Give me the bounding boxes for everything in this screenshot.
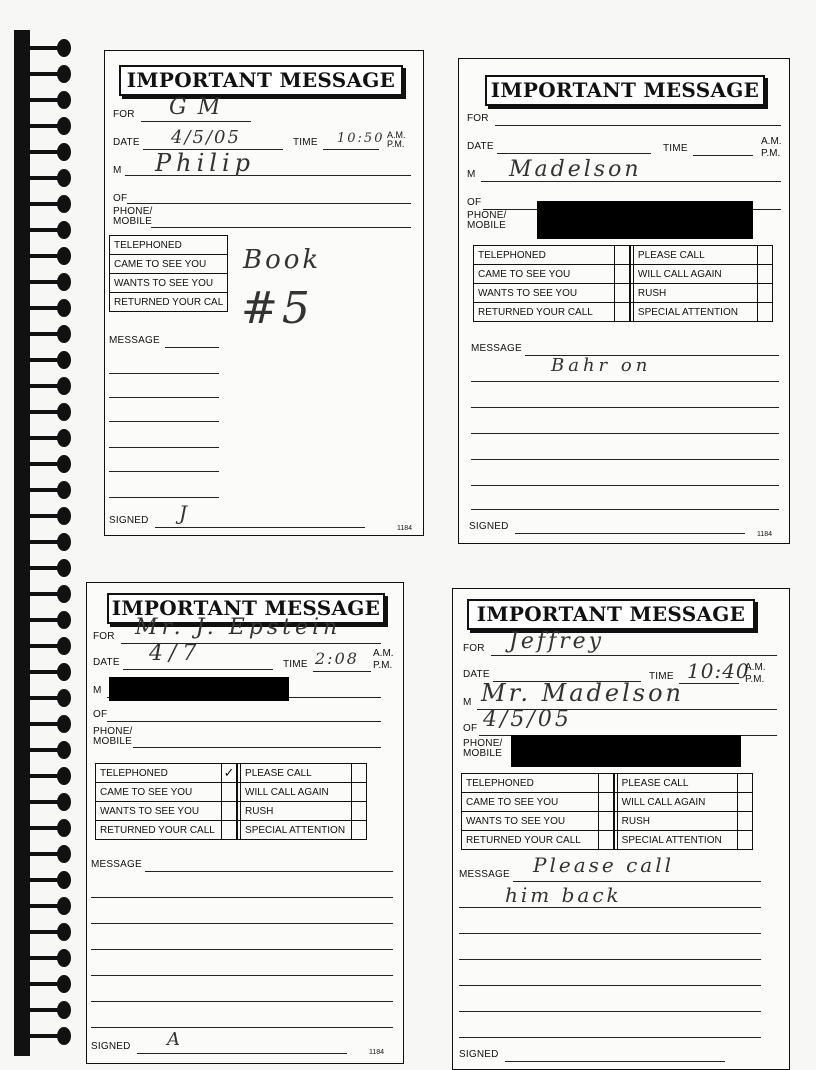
message-line-2 <box>459 933 761 934</box>
spiral-hole <box>57 273 71 291</box>
of-line <box>127 203 411 204</box>
message-label: MESSAGE <box>459 869 510 880</box>
am-label: A.M. <box>761 136 782 147</box>
spiral-ring <box>22 514 62 518</box>
telephoned-box <box>614 246 630 265</box>
special-attention-label: SPECIAL ATTENTION <box>633 303 757 322</box>
spiral-ring <box>22 592 62 596</box>
spiral-ring <box>22 332 62 336</box>
returned-call-label: RETURNED YOUR CALL <box>462 831 599 850</box>
spiral-hole <box>57 975 71 993</box>
phone-label: PHONE/ <box>463 738 503 749</box>
returned-call-label: RETURNED YOUR CALL <box>474 303 615 322</box>
signed-label: SIGNED <box>459 1049 499 1060</box>
message-line-1 <box>109 373 219 374</box>
wants-to-see-label: WANTS TO SEE YOU <box>110 274 228 293</box>
message-value-1: Please call <box>533 853 674 877</box>
signed-label: SIGNED <box>469 521 509 532</box>
returned-call-label: RETURNED YOUR CALL <box>96 821 222 840</box>
date-line <box>497 153 651 154</box>
spiral-ring <box>22 358 62 362</box>
am-label: A.M. <box>387 130 406 140</box>
telephoned-box: ✓ <box>222 764 238 783</box>
wants-to-see-box <box>614 284 630 303</box>
spiral-hole <box>57 117 71 135</box>
message-line-1 <box>91 897 393 898</box>
checkbox-table <box>461 773 753 850</box>
form-code: 1184 <box>757 531 773 538</box>
spiral-ring <box>22 436 62 440</box>
pm-label: P.M. <box>373 660 393 671</box>
spiral-ring <box>22 826 62 830</box>
annotation-number: #5 <box>241 283 314 334</box>
message-slip-3 <box>86 582 404 1064</box>
message-line-1 <box>471 381 779 382</box>
for-line <box>495 125 781 126</box>
spiral-ring <box>22 254 62 258</box>
of-label: OF <box>463 723 478 734</box>
message-line-0 <box>513 881 761 882</box>
of-label: OF <box>93 709 108 720</box>
slip-title: IMPORTANT MESSAGE <box>107 593 385 624</box>
will-call-again-label: WILL CALL AGAIN <box>241 783 352 802</box>
spiral-ring <box>22 722 62 726</box>
date-label: DATE <box>113 137 140 148</box>
wants-to-see-label: WANTS TO SEE YOU <box>462 812 599 831</box>
spiral-ring <box>22 930 62 934</box>
of-label: OF <box>467 197 482 208</box>
spiral-hole <box>57 1027 71 1045</box>
signed-label: SIGNED <box>91 1041 131 1052</box>
message-line-3 <box>109 421 219 422</box>
spiral-ring <box>22 384 62 388</box>
redaction-box <box>537 201 753 239</box>
m-label: M <box>463 697 472 708</box>
annotation-book: Book <box>243 245 322 275</box>
message-line-3 <box>91 949 393 950</box>
spiral-hole <box>57 403 71 421</box>
spiral-ring <box>22 410 62 414</box>
spiral-hole <box>57 741 71 759</box>
redaction-box <box>109 677 289 701</box>
spiral-hole <box>57 845 71 863</box>
spiral-ring <box>22 982 62 986</box>
wants-to-see-box <box>598 812 614 831</box>
spiral-hole <box>57 689 71 707</box>
rush-label: RUSH <box>241 802 352 821</box>
time-label: TIME <box>293 137 318 148</box>
date-value: 4/7 <box>149 641 203 666</box>
message-line-3 <box>459 959 761 960</box>
spiral-ring <box>22 462 62 466</box>
special-attention-box <box>758 303 773 322</box>
came-to-see-label: CAME TO SEE YOU <box>474 265 615 284</box>
returned-call-label: RETURNED YOUR CAL <box>110 293 228 312</box>
returned-call-box <box>614 303 630 322</box>
spiral-hole <box>57 585 71 603</box>
please-call-label: PLEASE CALL <box>617 774 737 793</box>
message-line-6 <box>91 1027 393 1028</box>
spiral-ring <box>22 696 62 700</box>
pm-label: P.M. <box>745 674 765 685</box>
spiral-hole <box>57 1001 71 1019</box>
m-label: M <box>467 169 476 180</box>
spiral-hole <box>57 195 71 213</box>
mobile-label: MOBILE <box>113 216 152 227</box>
returned-call-box <box>598 831 614 850</box>
message-line-4 <box>91 975 393 976</box>
will-call-again-box <box>352 783 367 802</box>
spiral-hole <box>57 767 71 785</box>
date-value: 4/5/05 <box>171 127 241 148</box>
wants-to-see-box <box>222 802 238 821</box>
phone-label: PHONE/ <box>113 206 153 217</box>
please-call-box <box>758 246 773 265</box>
for-line <box>491 655 777 656</box>
rush-label: RUSH <box>617 812 737 831</box>
message-line-5 <box>91 1001 393 1002</box>
pm-label: P.M. <box>761 148 781 159</box>
spiral-binding <box>0 0 80 1056</box>
message-line-5 <box>459 1011 761 1012</box>
signed-line <box>155 527 365 528</box>
telephoned-label: TELEPHONED <box>474 246 615 265</box>
m-value: Mr. Madelson <box>481 679 685 707</box>
telephoned-label: TELEPHONED <box>462 774 599 793</box>
time-label: TIME <box>663 143 688 154</box>
came-to-see-label: CAME TO SEE YOU <box>462 793 599 812</box>
rush-box <box>738 812 753 831</box>
for-label: FOR <box>93 631 115 642</box>
for-value: Jeffrey <box>509 629 605 654</box>
message-line-1 <box>459 907 761 908</box>
spiral-ring <box>22 46 62 50</box>
for-label: FOR <box>467 113 489 124</box>
redaction-box <box>511 735 741 767</box>
spiral-hole <box>57 429 71 447</box>
message-line-2 <box>91 923 393 924</box>
special-attention-label: SPECIAL ATTENTION <box>617 831 737 850</box>
time-line <box>313 671 371 672</box>
message-line-5 <box>471 485 779 486</box>
signed-line <box>515 533 745 534</box>
for-value: G M <box>169 95 223 120</box>
time-line <box>679 683 739 684</box>
came-to-see-box <box>222 783 238 802</box>
spiral-ring <box>22 306 62 310</box>
telephoned-box <box>598 774 614 793</box>
slip-title: IMPORTANT MESSAGE <box>467 599 755 630</box>
spiral-ring <box>22 488 62 492</box>
came-to-see-label: CAME TO SEE YOU <box>110 255 228 274</box>
message-label: MESSAGE <box>91 859 142 870</box>
rush-box <box>352 802 367 821</box>
message-line-6 <box>459 1037 761 1038</box>
message-line-4 <box>109 447 219 448</box>
message-line-3 <box>471 433 779 434</box>
spiral-hole <box>57 377 71 395</box>
spiral-hole <box>57 39 71 57</box>
message-line-6 <box>471 509 779 510</box>
of-value: 4/5/05 <box>483 707 572 732</box>
spiral-hole <box>57 663 71 681</box>
date-label: DATE <box>467 141 494 152</box>
came-to-see-label: CAME TO SEE YOU <box>96 783 222 802</box>
spiral-hole <box>57 299 71 317</box>
m-value: Philip <box>155 149 255 177</box>
mobile-label: MOBILE <box>467 220 506 231</box>
spiral-ring <box>22 176 62 180</box>
telephoned-label: TELEPHONED <box>110 236 228 255</box>
spiral-ring <box>22 98 62 102</box>
time-line <box>693 155 753 156</box>
of-label: OF <box>113 193 128 204</box>
special-attention-box <box>352 821 367 840</box>
date-line <box>123 669 273 670</box>
spiral-hole <box>57 325 71 343</box>
for-label: FOR <box>463 643 485 654</box>
slip-title: IMPORTANT MESSAGE <box>119 65 403 96</box>
message-line-4 <box>459 985 761 986</box>
time-value: 10:50 <box>337 131 385 146</box>
spiral-ring <box>22 852 62 856</box>
came-to-see-box <box>614 265 630 284</box>
time-value: 10:40 <box>687 659 750 683</box>
signed-value: J <box>179 501 190 525</box>
spiral-ring <box>22 202 62 206</box>
came-to-see-box <box>598 793 614 812</box>
spiral-hole <box>57 819 71 837</box>
spiral-ring <box>22 280 62 284</box>
please-call-label: PLEASE CALL <box>241 764 352 783</box>
message-line-2 <box>109 397 219 398</box>
special-attention-box <box>738 831 753 850</box>
spiral-hole <box>57 897 71 915</box>
mobile-label: MOBILE <box>93 736 132 747</box>
message-slip-2 <box>458 58 790 544</box>
spiral-hole <box>57 65 71 83</box>
rush-box <box>758 284 773 303</box>
please-call-label: PLEASE CALL <box>633 246 757 265</box>
mobile-label: MOBILE <box>463 748 502 759</box>
spiral-ring <box>22 774 62 778</box>
spiral-hole <box>57 455 71 473</box>
m-label: M <box>113 165 122 176</box>
wants-to-see-label: WANTS TO SEE YOU <box>96 802 222 821</box>
spiral-hole <box>57 481 71 499</box>
message-line-0 <box>165 347 219 348</box>
message-line-0 <box>145 871 393 872</box>
signed-value: A <box>167 1029 182 1050</box>
will-call-again-box <box>738 793 753 812</box>
spiral-ring <box>22 1008 62 1012</box>
spiral-ring <box>22 644 62 648</box>
time-line <box>323 149 379 150</box>
rush-label: RUSH <box>633 284 757 303</box>
telephoned-label: TELEPHONED <box>96 764 222 783</box>
spiral-hole <box>57 91 71 109</box>
am-label: A.M. <box>745 662 766 673</box>
spiral-ring <box>22 748 62 752</box>
time-value: 2:08 <box>315 649 359 668</box>
message-label: MESSAGE <box>109 335 160 346</box>
time-label: TIME <box>283 659 308 670</box>
spiral-hole <box>57 559 71 577</box>
spiral-ring <box>22 800 62 804</box>
spiral-hole <box>57 637 71 655</box>
spiral-ring <box>22 72 62 76</box>
spiral-hole <box>57 507 71 525</box>
will-call-again-label: WILL CALL AGAIN <box>617 793 737 812</box>
date-label: DATE <box>463 669 490 680</box>
checkbox-table <box>109 235 228 312</box>
message-label: MESSAGE <box>471 343 522 354</box>
message-slip-1 <box>104 50 424 536</box>
checkbox-table <box>473 245 773 322</box>
spiral-hole <box>57 871 71 889</box>
spiral-ring <box>22 670 62 674</box>
spiral-hole <box>57 923 71 941</box>
spiral-ring <box>22 618 62 622</box>
message-slip-4 <box>452 588 790 1070</box>
pm-label: P.M. <box>387 139 405 149</box>
spiral-ring <box>22 956 62 960</box>
will-call-again-label: WILL CALL AGAIN <box>633 265 757 284</box>
wants-to-see-label: WANTS TO SEE YOU <box>474 284 615 303</box>
spiral-hole <box>57 169 71 187</box>
message-value: Bahr on <box>551 355 652 376</box>
spiral-ring <box>22 124 62 128</box>
checkbox-table <box>95 763 367 840</box>
spiral-ring <box>22 228 62 232</box>
form-code: 1184 <box>369 1049 385 1056</box>
time-label: TIME <box>649 671 674 682</box>
phone-line <box>133 747 381 748</box>
phone-label: PHONE/ <box>467 210 507 221</box>
signed-line <box>137 1053 347 1054</box>
spiral-ring <box>22 566 62 570</box>
will-call-again-box <box>758 265 773 284</box>
message-value-2: him back <box>505 883 622 907</box>
spiral-ring <box>22 878 62 882</box>
signed-label: SIGNED <box>109 515 149 526</box>
form-code: 1184 <box>397 525 413 532</box>
spiral-hole <box>57 533 71 551</box>
message-line-2 <box>471 407 779 408</box>
message-line-5 <box>109 471 219 472</box>
spiral-ring <box>22 150 62 154</box>
returned-call-box <box>222 821 238 840</box>
message-line-6 <box>109 497 219 498</box>
please-call-box <box>738 774 753 793</box>
spiral-ring <box>22 540 62 544</box>
of-line <box>107 721 381 722</box>
spiral-ring <box>22 1034 62 1038</box>
for-line <box>141 121 251 122</box>
spiral-hole <box>57 793 71 811</box>
spiral-ring <box>22 904 62 908</box>
for-value: Mr. J. Epstein <box>135 615 342 640</box>
m-value: Madelson <box>509 157 642 182</box>
spiral-hole <box>57 949 71 967</box>
please-call-box <box>352 764 367 783</box>
date-label: DATE <box>93 657 120 668</box>
spiral-rings <box>0 0 80 1056</box>
slip-title: IMPORTANT MESSAGE <box>485 75 765 106</box>
spiral-hole <box>57 143 71 161</box>
spiral-hole <box>57 247 71 265</box>
am-label: A.M. <box>373 648 394 659</box>
message-line-4 <box>471 459 779 460</box>
spiral-hole <box>57 611 71 629</box>
signed-line <box>505 1061 725 1062</box>
special-attention-label: SPECIAL ATTENTION <box>241 821 352 840</box>
for-label: FOR <box>113 109 135 120</box>
m-label: M <box>93 685 102 696</box>
phone-label: PHONE/ <box>93 726 133 737</box>
phone-line <box>151 227 411 228</box>
spiral-hole <box>57 351 71 369</box>
spiral-hole <box>57 221 71 239</box>
spiral-hole <box>57 715 71 733</box>
